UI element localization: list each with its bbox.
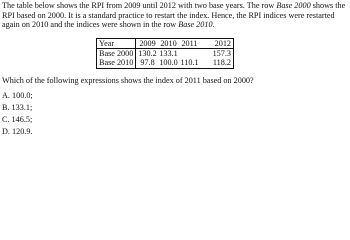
rpi-table (96, 38, 234, 69)
header-year: Year (97, 39, 136, 49)
header-2012: 2012 (199, 39, 234, 49)
table-cell (178, 49, 199, 59)
table-cell: 118.2 (199, 58, 234, 68)
answer-choices (2, 90, 33, 138)
row-label: Base 2010 (97, 58, 136, 68)
table-cell: 133.1 (159, 49, 178, 59)
header-2010: 2010 (157, 39, 178, 49)
table-cell: 97.8 (136, 58, 158, 68)
table-row-base-2010 (97, 58, 234, 68)
intro-base-2000: Base 2000 (276, 1, 311, 10)
header-2009: 2009 (136, 39, 158, 49)
intro-base-2010: Base 2010 (178, 20, 213, 30)
choice-b[interactable]: B. 133.1; (2, 103, 33, 112)
intro-paragraph (2, 1, 348, 30)
row-label: Base 2000 (97, 49, 136, 59)
choice-d[interactable]: D. 120.9. (2, 127, 33, 136)
header-2011: 2011 (178, 39, 199, 49)
table-row-base-2000 (97, 49, 234, 59)
intro-text-1: The table below shows the RPI from 2009 until 2012 with two base years. The row (2, 1, 277, 10)
table-cell: 130.2 (138, 49, 157, 59)
question-text: Which of the following expressions shows the index of 2011 based on 2000? (2, 76, 254, 85)
intro-text-2: shows the RPI based on 2000. It is a standard practice to restart the index. Hence, the RPI indices were restarted again on 2010 and the indices were shown in the row (2, 1, 346, 30)
table-cell: 157.3 (212, 49, 231, 59)
choice-c[interactable]: C. 146.5; (2, 115, 33, 124)
intro-text-3: . (212, 20, 215, 30)
table-cell: 100.0 (157, 58, 178, 68)
table-header-row (97, 39, 234, 49)
table-cell: 110.1 (178, 58, 199, 68)
choice-a[interactable]: A. 100.0; (2, 91, 33, 100)
